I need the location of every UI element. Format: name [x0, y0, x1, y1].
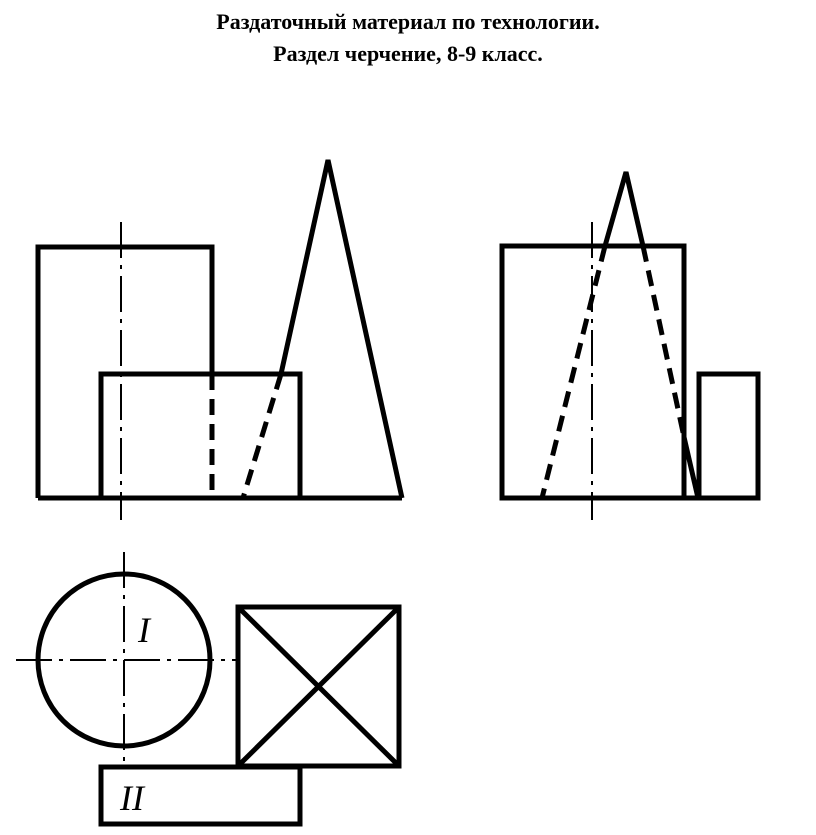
- side-view: [502, 172, 758, 520]
- view-label-II: II: [120, 778, 144, 818]
- front-view: [38, 160, 402, 520]
- side-hidden-cone-right: [643, 246, 684, 437]
- view-label-I: I: [138, 610, 150, 650]
- front-hidden-edge-cone: [243, 374, 281, 498]
- side-hidden-cone-left: [542, 246, 605, 498]
- side-small-block-outline: [699, 374, 758, 498]
- front-low-box-outline: [101, 374, 300, 498]
- side-cone-tip: [605, 172, 643, 246]
- top-view: [16, 552, 399, 824]
- title-line-1: Раздаточный материал по технологии.: [216, 9, 600, 34]
- title-line-2: Раздел черчение, 8-9 класс.: [273, 41, 543, 66]
